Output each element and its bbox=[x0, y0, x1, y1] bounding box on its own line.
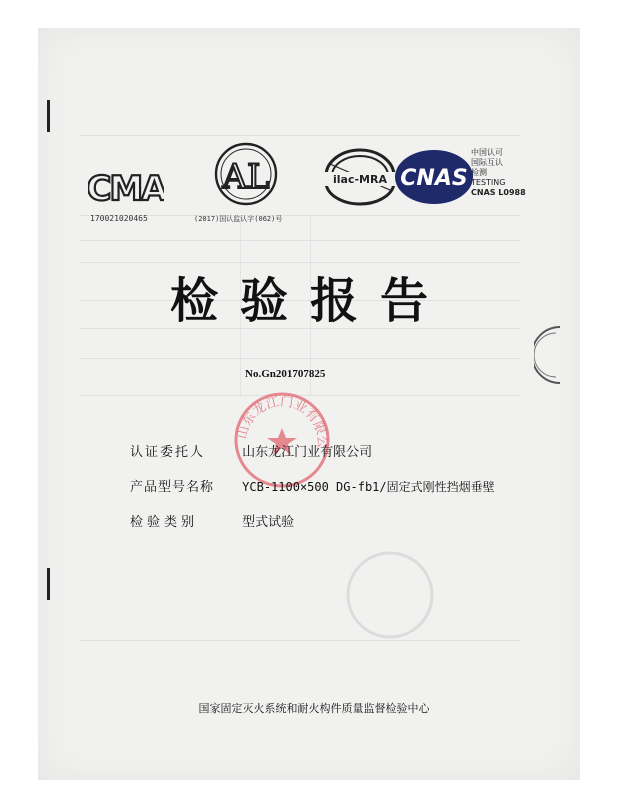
field-value: 型式试验 bbox=[242, 515, 295, 530]
svg-text:山东龙江门业有限公司: 山东龙江门业有限公 bbox=[234, 394, 330, 449]
field-label: 认证委托人 bbox=[130, 445, 206, 460]
cal-number: (2017)国认监认字(062)号 bbox=[194, 215, 283, 223]
issuing-organization: 国家固定灭火系统和耐火构件质量监督检验中心 bbox=[198, 702, 430, 715]
cnas-side-text bbox=[471, 148, 526, 198]
ilac-mark-text: ilac-MRA bbox=[333, 173, 387, 186]
bleed-through-line bbox=[80, 240, 520, 241]
cnas-side-line: TESTING bbox=[471, 178, 506, 187]
field-value: YCB-1100×500 DG-fb1/固定式刚性挡烟垂壁 bbox=[242, 480, 495, 494]
field-row bbox=[130, 511, 294, 530]
field-label: 产品型号名称 bbox=[130, 480, 215, 495]
report-title: 检验报告 bbox=[169, 273, 450, 329]
binding-mark-top bbox=[47, 100, 50, 132]
bleed-through-line bbox=[80, 358, 520, 359]
faint-seal bbox=[340, 545, 440, 649]
cal-mark-text: AL bbox=[222, 157, 270, 197]
field-row bbox=[130, 476, 495, 495]
bleed-through-line bbox=[80, 640, 520, 641]
cnas-side-line: 中国认可 bbox=[471, 148, 503, 157]
field-value: 山东龙江门业有限公司 bbox=[242, 445, 373, 460]
cma-mark-text: CMA bbox=[88, 169, 164, 209]
bleed-through-line bbox=[80, 135, 520, 136]
cnas-side-line: CNAS L0988 bbox=[471, 188, 526, 197]
cal-logo bbox=[210, 140, 282, 212]
cma-logo bbox=[88, 162, 164, 214]
cma-number: 170021020465 bbox=[90, 214, 148, 223]
cnas-side-line: 国际互认 bbox=[471, 158, 503, 167]
side-seal bbox=[534, 325, 562, 389]
cnas-logo bbox=[393, 148, 475, 210]
field-row bbox=[130, 441, 372, 460]
ilac-mra-logo bbox=[320, 146, 400, 210]
report-number: No.Gn201707825 bbox=[245, 368, 326, 380]
cnas-mark-text: CNAS bbox=[400, 166, 468, 191]
field-label: 检验类别 bbox=[130, 515, 199, 530]
cnas-side-line: 检测 bbox=[471, 168, 487, 177]
binding-mark-bottom bbox=[47, 568, 50, 600]
